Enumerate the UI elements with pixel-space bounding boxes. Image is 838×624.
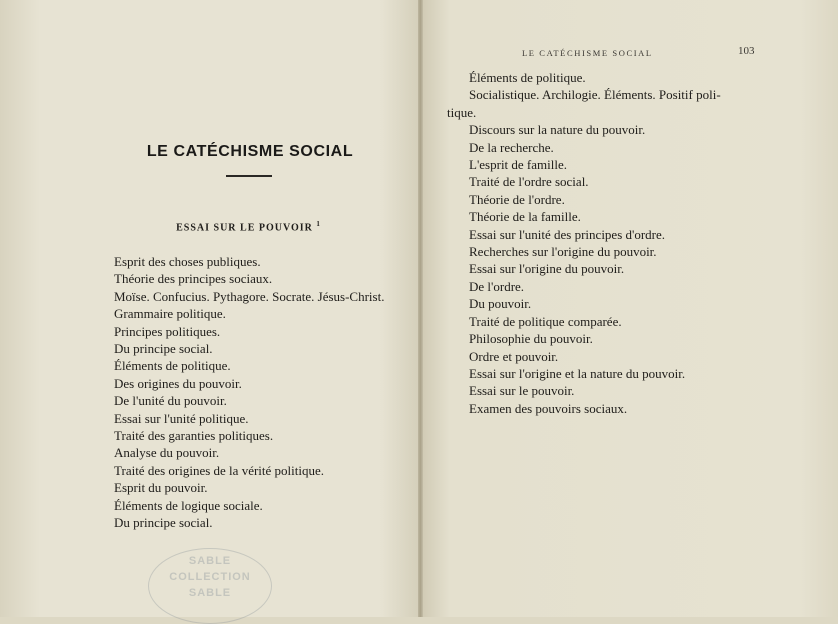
subtitle-text: ESSAI SUR LE POUVOIR: [176, 222, 313, 234]
footnote-marker: 1: [316, 220, 320, 228]
right-title-list: [447, 69, 721, 417]
list-item: L'esprit de famille.: [469, 157, 568, 173]
list-item: Théorie des principes sociaux.: [114, 271, 273, 287]
page-number: 103: [738, 45, 755, 57]
list-item: Esprit du pouvoir.: [114, 480, 208, 496]
list-item: Théorie de la famille.: [469, 209, 581, 225]
list-item: Essai sur l'unité des principes d'ordre.: [469, 226, 666, 242]
list-item: Examen des pouvoirs sociaux.: [469, 400, 628, 416]
list-item: Du principe social.: [114, 515, 213, 531]
list-item: Philosophie du pouvoir.: [469, 331, 593, 347]
list-item: Éléments de logique sociale.: [114, 497, 263, 513]
stamp-line: SABLE: [188, 587, 232, 599]
list-item: Éléments de politique.: [469, 70, 586, 85]
list-item: De la recherche.: [469, 139, 554, 155]
left-title-list: [114, 253, 384, 532]
list-item: Socialistique. Archilogie. Éléments. Positif poli-: [469, 87, 721, 103]
list-item-continuation: tique.: [447, 104, 477, 120]
list-item: Recherches sur l'origine du pouvoir.: [469, 244, 657, 260]
list-item: Du principe social.: [114, 341, 213, 357]
list-item: De l'ordre.: [469, 278, 525, 294]
section-subtitle: [0, 220, 496, 233]
list-item: Analyse du pouvoir.: [114, 445, 220, 461]
list-item: Traité de politique comparée.: [469, 313, 622, 329]
list-item: De l'unité du pouvoir.: [114, 393, 227, 409]
list-item: Moïse. Confucius. Pythagore. Socrate. Jésus-Christ.: [114, 288, 385, 304]
list-item: Essai sur l'unité politique.: [114, 410, 249, 426]
chapter-title: LE CATÉCHISME SOCIAL: [146, 143, 354, 160]
list-item: Du pouvoir.: [469, 296, 532, 312]
list-item: Discours sur la nature du pouvoir.: [469, 122, 646, 138]
list-item: Des origines du pouvoir.: [114, 375, 242, 391]
stamp-line: SABLE: [188, 555, 232, 567]
list-item: Esprit des choses publiques.: [114, 254, 261, 269]
list-item: Théorie de l'ordre.: [469, 191, 565, 207]
library-stamp: [148, 548, 272, 624]
list-item: Grammaire politique.: [114, 306, 226, 322]
list-item: Traité des garanties politiques.: [114, 428, 274, 444]
list-item: Traité des origines de la vérité politique.: [114, 462, 324, 478]
stamp-line: COLLECTION: [169, 571, 251, 583]
title-rule: [226, 175, 272, 177]
list-item: Essai sur l'origine et la nature du pouvoir.: [469, 365, 686, 381]
running-head: LE CATÉCHISME SOCIAL: [522, 48, 653, 58]
list-item: Principes politiques.: [114, 323, 221, 339]
list-item: Ordre et pouvoir.: [469, 348, 559, 364]
list-item: Traité de l'ordre social.: [469, 174, 589, 190]
list-item: Éléments de politique.: [114, 358, 231, 374]
list-item: Essai sur le pouvoir.: [469, 383, 575, 399]
book-gutter: [418, 0, 423, 617]
list-item: Essai sur l'origine du pouvoir.: [469, 261, 625, 277]
